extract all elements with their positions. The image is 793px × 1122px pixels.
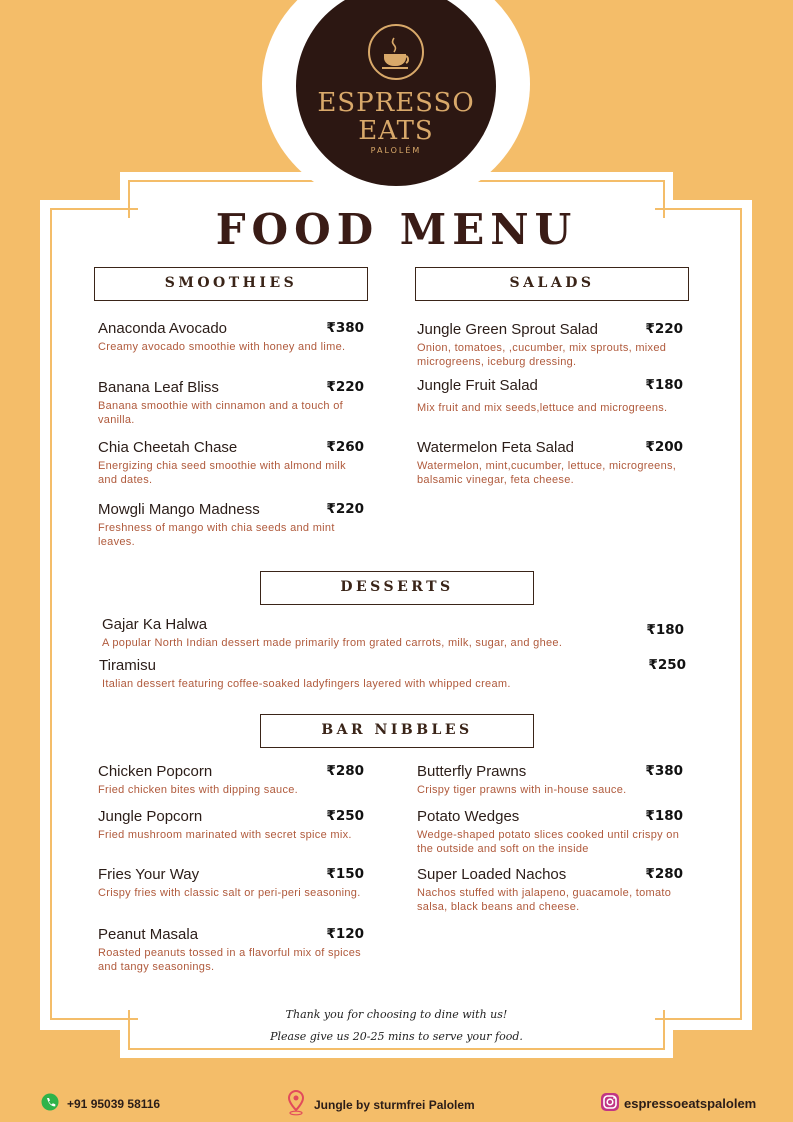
item-description: Fried mushroom marinated with secret spice mix.: [98, 829, 352, 841]
menu-item: [98, 379, 368, 427]
item-name: Chicken Popcorn: [98, 763, 213, 780]
item-description: Banana smoothie with cinnamon and a touch of vanilla.: [98, 400, 343, 426]
footer-location[interactable]: [286, 1090, 475, 1119]
section-header-salads: SALADS: [415, 267, 689, 301]
menu-item: [417, 763, 687, 797]
item-price: ₹250: [326, 808, 364, 824]
location-text: Jungle by sturmfrei Palolem: [314, 1097, 475, 1112]
item-price: ₹180: [645, 377, 683, 393]
item-description: Mix fruit and mix seeds,lettuce and microgreens.: [417, 402, 668, 414]
footer-phone[interactable]: [41, 1093, 160, 1114]
coffee-cup-icon: [368, 24, 424, 80]
thanks-line-2: Please give us 20-25 mins to serve your food.: [270, 1030, 523, 1043]
item-price: ₹280: [326, 763, 364, 779]
item-description: Energizing chia seed smoothie with almond milk and dates.: [98, 460, 346, 486]
item-description: Nachos stuffed with jalapeno, guacamole, tomato salsa, black beans and cheese.: [417, 887, 672, 913]
item-name: Banana Leaf Bliss: [98, 379, 219, 396]
item-description: Onion, tomatoes, ,cucumber, mix sprouts, mixed microgreens, iceburg dressing.: [417, 342, 667, 368]
item-price: ₹120: [326, 926, 364, 942]
menu-item: [417, 377, 687, 415]
item-description: Watermelon, mint,cucumber, lettuce, microgreens, balsamic vinegar, feta cheese.: [417, 460, 677, 486]
item-price: ₹200: [645, 439, 683, 455]
item-name: Butterfly Prawns: [417, 763, 527, 780]
menu-item: [99, 657, 686, 691]
item-description: Crispy tiger prawns with in-house sauce.: [417, 784, 627, 796]
item-description: Freshness of mango with chia seeds and mint leaves.: [98, 522, 335, 548]
item-name: Anaconda Avocado: [98, 320, 228, 337]
item-name: Tiramisu: [99, 657, 156, 674]
item-price: ₹380: [326, 320, 364, 336]
menu-item: [98, 501, 368, 549]
item-description: Italian dessert featuring coffee-soaked ladyfingers layered with whipped cream.: [102, 678, 511, 690]
item-price: ₹220: [645, 321, 683, 337]
map-pin-icon: [286, 1090, 306, 1119]
menu-item: [417, 439, 683, 487]
item-price: ₹260: [326, 439, 364, 455]
footer-instagram[interactable]: [600, 1092, 756, 1115]
item-description: Roasted peanuts tossed in a flavorful mix of spices and tangy seasonings.: [98, 947, 361, 973]
item-description: Fried chicken bites with dipping sauce.: [98, 784, 299, 796]
menu-item: [98, 320, 368, 354]
item-price: ₹280: [645, 866, 683, 882]
page-title: FOOD MENU: [215, 205, 578, 254]
section-header-bar-nibbles: BAR NIBBLES: [260, 714, 534, 748]
brand-name-line2: EATS: [358, 116, 434, 146]
whatsapp-icon: [41, 1093, 59, 1114]
item-name: Jungle Fruit Salad: [417, 377, 538, 394]
section-header-smoothies: SMOOTHIES: [94, 267, 368, 301]
brand-name-line1: ESPRESSO: [317, 88, 475, 118]
item-price: ₹380: [645, 763, 683, 779]
menu-item: [417, 808, 687, 856]
menu-item: [98, 763, 368, 797]
item-price: ₹250: [648, 657, 686, 673]
item-name: Potato Wedges: [417, 808, 520, 825]
menu-item: [417, 321, 687, 369]
menu-item: [98, 926, 368, 974]
item-price: ₹180: [645, 808, 683, 824]
item-name: Jungle Green Sprout Salad: [417, 321, 598, 338]
menu-item: [98, 866, 368, 900]
item-price: ₹220: [326, 379, 364, 395]
item-name: Peanut Masala: [98, 926, 199, 943]
instagram-icon: [600, 1092, 620, 1115]
section-header-desserts: DESSERTS: [260, 571, 534, 605]
brand-location: PALOLÉM: [370, 146, 422, 155]
item-name: Jungle Popcorn: [98, 808, 203, 825]
instagram-handle: espressoeatspalolem: [624, 1096, 757, 1111]
phone-number: +91 95039 58116: [67, 1096, 161, 1111]
item-description: Wedge-shaped potato slices cooked until crispy on the outside and soft on the inside: [417, 829, 680, 855]
item-price: ₹150: [326, 866, 364, 882]
item-price: ₹180: [646, 622, 684, 638]
menu-item: [98, 808, 368, 842]
item-name: Mowgli Mango Madness: [98, 501, 260, 518]
item-name: Super Loaded Nachos: [417, 866, 567, 883]
menu-item: [417, 866, 687, 914]
item-description: A popular North Indian dessert made primarily from grated carrots, milk, sugar, and ghee.: [102, 637, 563, 649]
item-name: Watermelon Feta Salad: [417, 439, 575, 456]
item-name: Fries Your Way: [98, 866, 200, 883]
item-description: Creamy avocado smoothie with honey and lime.: [98, 341, 346, 353]
menu-item: [102, 616, 684, 650]
item-name: Gajar Ka Halwa: [102, 616, 208, 633]
thanks-line-1: Thank you for choosing to dine with us!: [285, 1008, 508, 1021]
item-description: Crispy fries with classic salt or peri-peri seasoning.: [98, 887, 361, 899]
menu-item: [98, 439, 368, 487]
item-price: ₹220: [326, 501, 364, 517]
item-name: Chia Cheetah Chase: [98, 439, 238, 456]
